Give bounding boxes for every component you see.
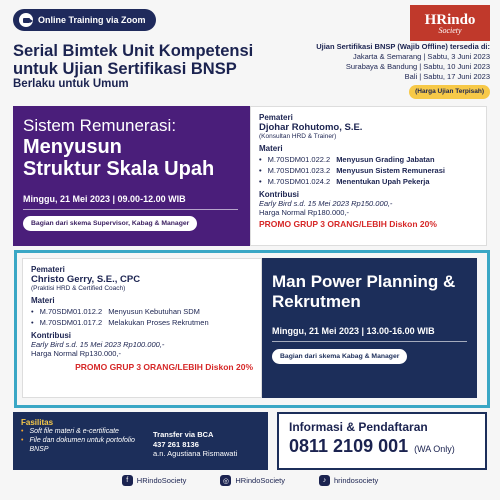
social-links	[0, 475, 500, 486]
materi-code: M.70SDM01.024.2	[267, 177, 331, 186]
materi-code: M.70SDM01.023.2	[267, 166, 331, 175]
fasilitas-label: Fasilitas	[21, 418, 54, 427]
list-item: • M.70SDM01.024.2 Menentukan Upah Pekerja	[259, 177, 430, 186]
instagram-icon: ◎	[220, 475, 231, 486]
session1-title-1: Sistem Remunerasi:	[23, 116, 177, 135]
normal-price: Harga Normal Rp130.000,-	[31, 349, 122, 358]
social-handle: HRindoSociety	[136, 476, 187, 485]
divider	[272, 341, 467, 342]
tiktok-icon: ♪	[319, 475, 330, 486]
fasilitas-item: File dan dokumen untuk portofolio BNSP	[29, 437, 135, 453]
schedule-line: Surabaya & Bandung | Sabtu, 10 Juni 2023	[345, 62, 490, 71]
transfer-label: Transfer via BCA	[153, 430, 214, 439]
brand-main: HRindo	[424, 11, 476, 28]
session2-card	[262, 258, 477, 398]
schedule-heading: Ujian Sertifikasi BNSP (Wajib Offline) tersedia di:	[316, 42, 490, 51]
normal-price: Harga Normal Rp180.000,-	[259, 208, 350, 217]
kontribusi-label: Kontribusi	[259, 190, 299, 199]
phone-row	[289, 436, 475, 457]
materi-list	[31, 306, 253, 328]
schedule-line: Jakarta & Semarang | Sabtu, 3 Juni 2023	[352, 52, 490, 61]
kontribusi-label: Kontribusi	[31, 331, 71, 340]
account-name: a.n. Agustiana Rismawati	[153, 449, 238, 458]
session2-date: Minggu, 21 Mei 2023 | 13.00-16.00 WIB	[272, 326, 435, 336]
materi-code: M.70SDM01.017.2	[39, 318, 103, 327]
phone-number[interactable]: 0811 2109 001	[289, 436, 409, 456]
social-handle: hrindosociety	[334, 476, 379, 485]
schedule-line: Bali | Sabtu, 17 Juni 2023	[404, 72, 490, 81]
session1-date: Minggu, 21 Mei 2023 | 09.00-12.00 WIB	[23, 194, 186, 204]
transfer-info	[153, 430, 237, 459]
social-tiktok[interactable]	[319, 475, 378, 486]
brand-sub: Society	[438, 25, 462, 35]
session1-card	[13, 106, 250, 246]
info-label: Informasi & Pendaftaran	[289, 420, 428, 434]
facebook-icon: f	[122, 475, 133, 486]
materi-label: Materi	[259, 144, 283, 153]
schedule-tag: (Harga Ujian Terpisah)	[409, 85, 490, 99]
list-item: • M.70SDM01.017.2 Melakukan Proses Rekrutmen	[31, 318, 209, 327]
list-item: • M.70SDM01.023.2 Menyusun Sistem Remunerasi	[259, 166, 445, 175]
list-item: • Soft file materi & e-certificate	[21, 428, 119, 435]
session2-scheme-badge: Bagian dari skema Kabag & Manager	[272, 349, 407, 364]
speaker-role: (Konsultan HRD & Trainer)	[259, 133, 337, 140]
exam-schedule	[316, 42, 490, 99]
materi-code: M.70SDM01.012.2	[39, 307, 103, 316]
brand-logo	[410, 5, 490, 41]
materi-text: Menyusun Kebutuhan SDM	[108, 307, 200, 316]
promo-text: PROMO GRUP 3 ORANG/LEBIH Diskon 20%	[259, 219, 437, 229]
social-handle: HRindoSociety	[235, 476, 285, 485]
materi-list	[259, 154, 478, 187]
materi-text: Menentukan Upah Pekerja	[336, 177, 430, 186]
materi-text: Melakukan Proses Rekrutmen	[108, 318, 209, 327]
session1-details	[250, 106, 487, 246]
session1-title-line: Menyusun	[23, 136, 122, 158]
divider	[23, 209, 238, 210]
page-title	[13, 42, 253, 78]
registration-box	[277, 412, 487, 470]
list-item: • M.70SDM01.012.2 Menyusun Kebutuhan SDM	[31, 307, 200, 316]
session1-scheme-badge: Bagian dari skema Supervisor, Kabag & Manager	[23, 216, 197, 231]
social-instagram[interactable]	[220, 475, 285, 486]
online-training-pill	[13, 9, 156, 31]
pemateri-label: Pemateri	[31, 265, 65, 274]
materi-label: Materi	[31, 296, 55, 305]
session1-title-2	[23, 136, 214, 180]
social-facebook[interactable]	[122, 475, 187, 486]
session2-title: Man Power Planning & Rekrutmen	[272, 272, 456, 311]
title-line-2: untuk Ujian Sertifikasi BNSP	[13, 60, 237, 78]
list-item: • File dan dokumen untuk portofolio BNSP	[21, 436, 146, 454]
speaker-role: (Praktisi HRD & Certified Coach)	[31, 285, 126, 292]
early-bird-price: Early Bird s.d. 15 Mei 2023 Rp100.000,-	[31, 340, 165, 349]
session2-details	[22, 258, 262, 398]
materi-text: Menyusun Grading Jabatan	[336, 155, 435, 164]
promo-text: PROMO GRUP 3 ORANG/LEBIH Diskon 20%	[75, 362, 253, 372]
pill-label: Online Training via Zoom	[38, 15, 146, 25]
list-item: • M.70SDM01.022.2 Menyusun Grading Jabatan	[259, 155, 435, 164]
session1-title-line: Struktur Skala Upah	[23, 158, 215, 180]
pemateri-label: Pemateri	[259, 113, 293, 122]
speaker-name: Christo Gerry, S.E., CPC	[31, 274, 141, 285]
zoom-camera-icon	[19, 13, 33, 27]
facilities-box	[13, 412, 268, 470]
page-subtitle: Berlaku untuk Umum	[13, 78, 129, 90]
phone-note: (WA Only)	[414, 444, 455, 454]
fasilitas-item: Soft file materi & e-certificate	[29, 428, 119, 435]
speaker-name: Djohar Rohutomo, S.E.	[259, 122, 363, 133]
early-bird-price: Early Bird s.d. 15 Mei 2023 Rp150.000,-	[259, 199, 393, 208]
account-number: 437 261 8136	[153, 439, 199, 449]
materi-code: M.70SDM01.022.2	[267, 155, 331, 164]
materi-text: Menyusun Sistem Remunerasi	[336, 166, 445, 175]
title-line-1: Serial Bimtek Unit Kompetensi	[13, 42, 254, 60]
